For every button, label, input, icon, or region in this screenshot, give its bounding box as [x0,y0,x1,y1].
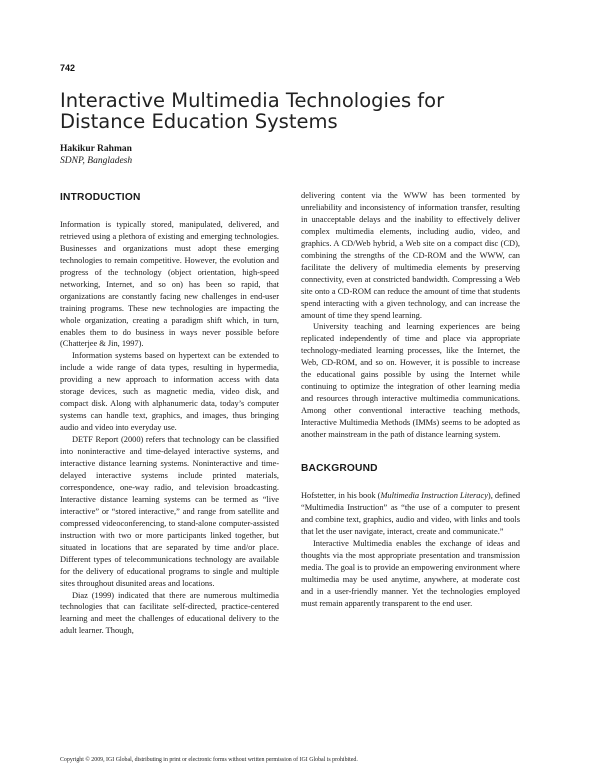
author-name: Hakikur Rahman [60,144,132,154]
page-number: 742 [60,63,76,73]
intro-paragraph-2: Information systems based on hypertext can be extended to include a wide range of data types, resulting in hypermedia, providing a new approach to information access with data storage devices, such as magnetic media, video disk, and compact disk. Along with alphanumeric data, today’s computer systems can handle text, graphics, and images, thus bringing audio and video into everyday use. [60,351,279,433]
intro-paragraph-4: Diaz (1999) indicated that there are numerous multimedia technologies that can facilitate self-directed, practice-centered learning and meet the challenges of educational delivery to the adult learner. Though, [60,590,279,636]
copyright-footer: Copyright © 2009, IGI Global, distributing in print or electronic forms without written permission of IGI Global is prohibited. [60,757,358,763]
author-affiliation: SDNP, Bangladesh [60,156,133,166]
left-column [60,192,279,637]
author-block [60,143,132,167]
background-paragraph-2: Interactive Multimedia enables the exchange of ideas and thoughts via the most appropriate presentation and transmission media. The goal is to provide an empowering environment where multimedia may be used anytime, anywhere, at moderate cost and in a user-friendly manner. Yet the technologies employed must remain apparently transparent to the end user. [301,538,520,608]
right-column [301,190,520,610]
intro-paragraph-3: DETF Report (2000) refers that technology can be classified into noninteractive and time-delayed interactive systems, and interactive distance learning systems. Noninteractive and time-delayed interactive systems include printed materials, correspondence, one-way radio, and television broadcasting. Interactive distance learning systems can be termed as “live interactive” or “stored interactive,” and range from satellite and compressed videoconferencing, to stand-alone computer-assisted instruction with two or more participants linked together, but situated in locations that are separated by time and/or place. Different types of telecommunications technology are available for the delivery of educational programs to single and multiple sites throughout disunited areas and locations. [60,435,279,588]
background-p1-before: Hofstetter, in his book ( [301,490,381,500]
background-heading: BACKGROUND [301,463,378,475]
background-p1-after: ), defined “Multimedia Instruction” as “the use of a computer to present and combine text, graphics, audio and video, with links and tools that let the user navigate, interact, create and communicate.” [301,490,521,536]
intro-paragraph-5: delivering content via the WWW has been tormented by unreliability and inconsistency of information transfer, resulting in unacceptable delays and the inability to effectively deliver complex multimedia elements, including audio, video, and graphics. A CD/Web hybrid, a Web site on a compact disc (CD), combining the strengths of the CD-ROM and the WWW, can facilitate the delivery of multimedia elements by preserving connectivity, even at constricted bandwidth. Compressing a Web site onto a CD-ROM can reduce the amount of time that students spend interacting with a given technology, and can increase the amount of time they spend learning. [301,191,520,320]
intro-paragraph-6: University teaching and learning experiences are being replicated independently of time and place via appropriate technology-mediated learning processes, like the Internet, the Web, CD-ROM, and so on. However, it is possible to increase the educational gains possible by using the Internet while continuing to optimize the integration of other learning media and resources through interactive multimedia communications. Among other conventional interactive teaching methods, Interactive Multimedia Methods (IMMs) seems to be adopted as another mainstream in the path of distance learning system. [301,322,520,440]
background-paragraph-1 [301,490,520,538]
book-title: Multimedia Instruction Literacy [380,490,488,500]
introduction-heading: INTRODUCTION [60,192,141,203]
article-title: Interactive Multimedia Technologies for Distance Education Systems [60,89,445,133]
intro-paragraph-1: Information is typically stored, manipulated, delivered, and retrieved using a plethora of existing and emerging technologies. Businesses and organizations must adopt these emerging technologies to remain competitive. However, the evolution and progress of the technology (object orientation, high-speed networking, Internet, and so on) has been so rapid, that organizations are constantly facing new challenges in end-user training programs. These new technologies are impacting the whole organization, creating a paradigm shift which, in turn, enables them to do business in ways never possible before (Chatterjee & Jin, 1997). [60,219,279,349]
